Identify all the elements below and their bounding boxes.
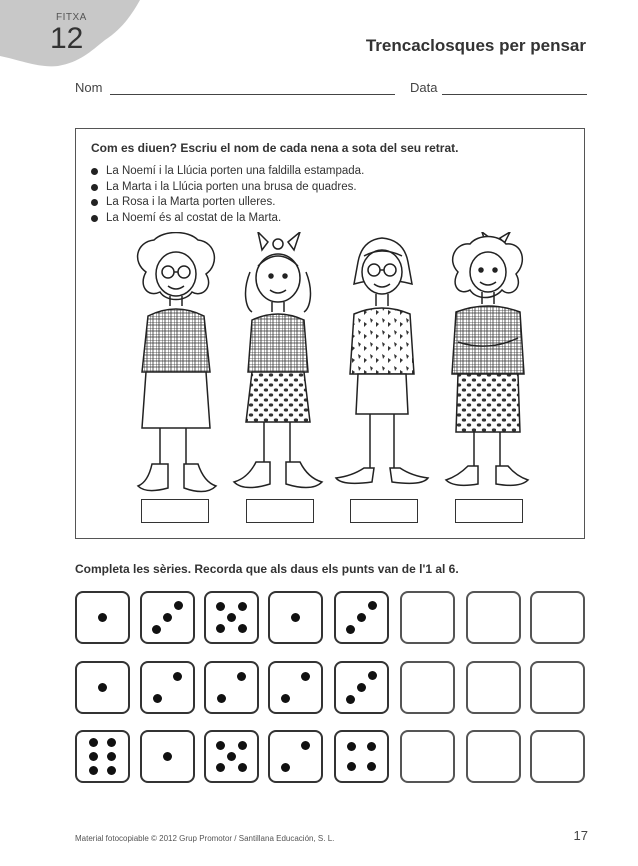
die-pip xyxy=(238,763,247,772)
answer-box-3[interactable] xyxy=(350,499,418,523)
die-face-3 xyxy=(140,591,195,644)
die-pip xyxy=(301,741,310,750)
die-pip xyxy=(216,624,225,633)
die-pip xyxy=(174,601,183,610)
die-face-1 xyxy=(75,661,130,714)
die-pip xyxy=(368,671,377,680)
die-pip xyxy=(216,763,225,772)
die-pip xyxy=(347,762,356,771)
die-pip xyxy=(107,766,116,775)
die-pip xyxy=(163,613,172,622)
answer-box-2[interactable] xyxy=(246,499,314,523)
die-pip xyxy=(107,752,116,761)
exercise-2-title: Completa les sèries. Recorda que als daus els punts van de l'1 al 6. xyxy=(75,562,459,576)
die-face-6 xyxy=(75,730,130,783)
die-pip xyxy=(346,625,355,634)
empty-die-box[interactable] xyxy=(530,591,585,644)
die-pip xyxy=(357,613,366,622)
die-pip xyxy=(281,763,290,772)
die-pip xyxy=(89,766,98,775)
die-pip xyxy=(301,672,310,681)
die-pip xyxy=(368,601,377,610)
die-pip xyxy=(357,683,366,692)
girl-bow-icon xyxy=(228,232,328,494)
die-face-2 xyxy=(268,661,323,714)
name-label: Nom xyxy=(75,80,103,95)
clue-item: La Noemí és al costat de la Marta. xyxy=(91,211,364,227)
exercise-1-title: Com es diuen? Escriu el nom de cada nena a sota del seu retrat. xyxy=(91,141,459,155)
die-pip xyxy=(163,752,172,761)
date-label: Data xyxy=(410,80,438,95)
footer-credit: Material fotocopiable © 2012 Grup Promotor / Santillana Educación, S. L. xyxy=(75,834,335,843)
die-pip xyxy=(281,694,290,703)
empty-die-box[interactable] xyxy=(466,591,521,644)
clue-list xyxy=(91,164,364,226)
die-pip xyxy=(89,752,98,761)
die-pip xyxy=(347,742,356,751)
name-field-line[interactable] xyxy=(110,94,395,95)
girl-curly-glasses-icon xyxy=(126,232,226,494)
die-face-3 xyxy=(334,591,389,644)
clue-item: La Marta i la Llúcia porten una brusa de quadres. xyxy=(91,180,364,196)
die-face-1 xyxy=(268,591,323,644)
clue-item: La Rosa i la Marta porten ulleres. xyxy=(91,195,364,211)
die-face-5 xyxy=(204,730,259,783)
die-face-1 xyxy=(75,591,130,644)
die-pip xyxy=(153,694,162,703)
die-face-4 xyxy=(334,730,389,783)
die-face-3 xyxy=(334,661,389,714)
empty-die-box[interactable] xyxy=(530,661,585,714)
die-pip xyxy=(217,694,226,703)
die-pip xyxy=(89,738,98,747)
answer-box-1[interactable] xyxy=(141,499,209,523)
die-pip xyxy=(367,742,376,751)
die-face-2 xyxy=(268,730,323,783)
die-pip xyxy=(107,738,116,747)
empty-die-box[interactable] xyxy=(530,730,585,783)
die-pip xyxy=(227,613,236,622)
bullet-icon xyxy=(91,215,98,222)
girl-flowered-blouse-icon xyxy=(332,232,432,494)
die-pip xyxy=(152,625,161,634)
bullet-icon xyxy=(91,168,98,175)
page-title: Trencaclosques per pensar xyxy=(365,36,586,55)
clue-item: La Noemí i la Llúcia porten una faldilla estampada. xyxy=(91,164,364,180)
die-face-5 xyxy=(204,591,259,644)
die-pip xyxy=(346,695,355,704)
die-pip xyxy=(238,624,247,633)
bullet-icon xyxy=(91,199,98,206)
empty-die-box[interactable] xyxy=(466,661,521,714)
die-pip xyxy=(216,741,225,750)
fitxa-number: 12 xyxy=(50,22,84,55)
page-number: 17 xyxy=(573,828,588,843)
empty-die-box[interactable] xyxy=(466,730,521,783)
die-pip xyxy=(216,602,225,611)
die-pip xyxy=(237,672,246,681)
answer-box-4[interactable] xyxy=(455,499,523,523)
die-face-2 xyxy=(204,661,259,714)
die-pip xyxy=(98,683,107,692)
die-pip xyxy=(98,613,107,622)
die-pip xyxy=(227,752,236,761)
die-pip xyxy=(173,672,182,681)
date-field-line[interactable] xyxy=(442,94,587,95)
empty-die-box[interactable] xyxy=(400,591,455,644)
die-face-2 xyxy=(140,661,195,714)
die-pip xyxy=(238,602,247,611)
die-pip xyxy=(238,741,247,750)
empty-die-box[interactable] xyxy=(400,661,455,714)
bullet-icon xyxy=(91,184,98,191)
fitxa-label: FITXA xyxy=(56,12,87,23)
die-pip xyxy=(367,762,376,771)
die-pip xyxy=(291,613,300,622)
die-face-1 xyxy=(140,730,195,783)
empty-die-box[interactable] xyxy=(400,730,455,783)
girl-arms-crossed-icon xyxy=(436,232,536,494)
